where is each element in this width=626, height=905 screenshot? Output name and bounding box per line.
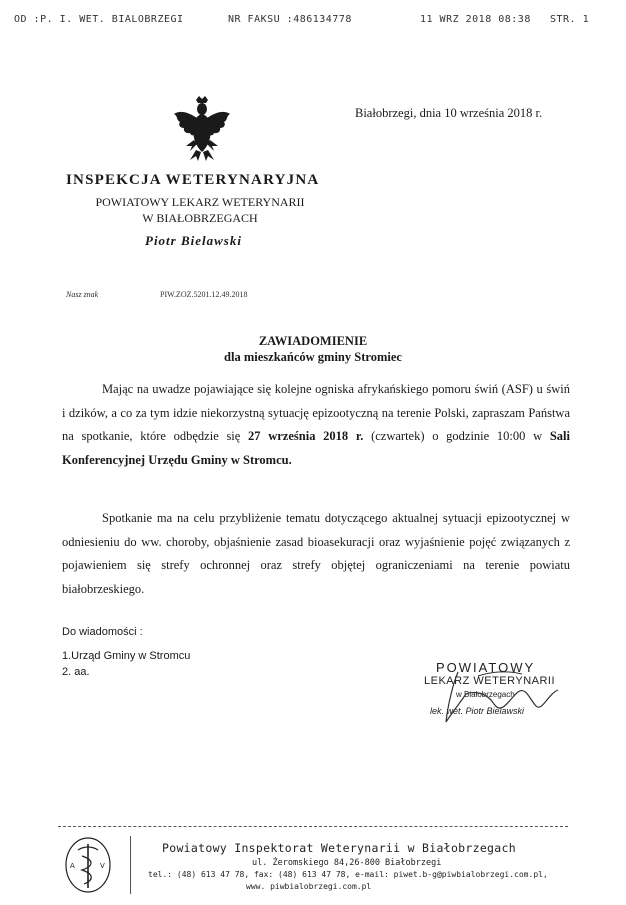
stamp-line-3: w Białobrzegach (456, 690, 515, 699)
footer-contact: tel.: (48) 613 47 78, fax: (48) 613 47 78, e-mail: piwet.b-g@piwbialobrzegi.com.pl, (148, 870, 548, 879)
fax-number: NR FAKSU :486134778 (228, 14, 352, 25)
document-title: ZAWIADOMIENIE (258, 334, 368, 348)
distribution-item: 1.Urząd Gminy w Stromcu (62, 650, 191, 662)
letter-date: Białobrzegi, dnia 10 września 2018 r. (355, 106, 543, 120)
eagle-emblem-icon (172, 94, 232, 162)
reference-number: PIW.ZOZ.5201.12.49.2018 (160, 290, 248, 299)
document-subtitle: dla mieszkańców gminy Stromiec (224, 350, 402, 364)
fax-datetime: 11 WRZ 2018 08:38 (420, 14, 531, 25)
footer-divider (58, 826, 568, 827)
svg-text:V: V (100, 862, 105, 870)
reference-label: Nasz znak (66, 290, 99, 299)
meeting-place: Sali Konferencyjnej Urzędu Gminy w Stromcu. (62, 429, 570, 467)
distribution-item: 2. aa. (62, 666, 90, 678)
body-paragraph-2: Spotkanie ma na celu przybliżenie tematu dotyczącego aktualnej sytuacji epizootycznej w odniesieniu do ww. choroby, objaśnienie zasad bioasekuracji oraz wyjaśnienie pojęć związanych z pojawieniem się strefy ochronnej oraz strefy objętej ograniczeniami na terenie powiatu białobrzeskiego. (62, 511, 570, 596)
stamp-line-4: lek. wet. Piotr Bielawski (430, 706, 525, 716)
institution-name: INSPEKCJA WETERYNARYJNA (66, 172, 320, 188)
caduceus-logo-icon (64, 836, 112, 894)
issuer-name: Piotr Bielawski (145, 233, 242, 248)
body-paragraph-1: Mając na uwadze pojawiające się kolejne ogniska afrykańskiego pomoru świń (ASF) u świń i dzików, a co za tym idzie niekorzystną sytuację epizootyczną na terenie Polski, zapraszam Państwa na spotkanie, które odbędzie się 27 września 2018 r. (czwartek) o godzinie 10:00 w Sali Konferencyjnej Urzędu Gminy w Stromcu. (62, 382, 570, 467)
office-title: POWIATOWY LEKARZ WETERYNARII (95, 195, 305, 209)
footer-address: ul. Żeromskiego 84,26-800 Białobrzegi (252, 858, 442, 868)
meeting-date: 27 września 2018 r. (248, 429, 364, 443)
footer-website: www. piwbialobrzegi.com.pl (246, 882, 372, 891)
footer-institution: Powiatowy Inspektorat Weterynarii w Białobrzegach (162, 841, 516, 855)
office-location: W BIAŁOBRZEGACH (142, 211, 258, 225)
footer-separator (130, 836, 131, 894)
stamp-line-1: POWIATOWY (436, 660, 536, 675)
stamp-line-2: LEKARZ WETERYNARII (424, 675, 556, 687)
fax-page: STR. 1 (550, 14, 590, 25)
distribution-label: Do wiadomości : (62, 626, 143, 638)
fax-sender: OD :P. I. WET. BIALOBRZEGI (14, 14, 184, 25)
signature (418, 664, 568, 728)
svg-text:A: A (70, 862, 75, 870)
